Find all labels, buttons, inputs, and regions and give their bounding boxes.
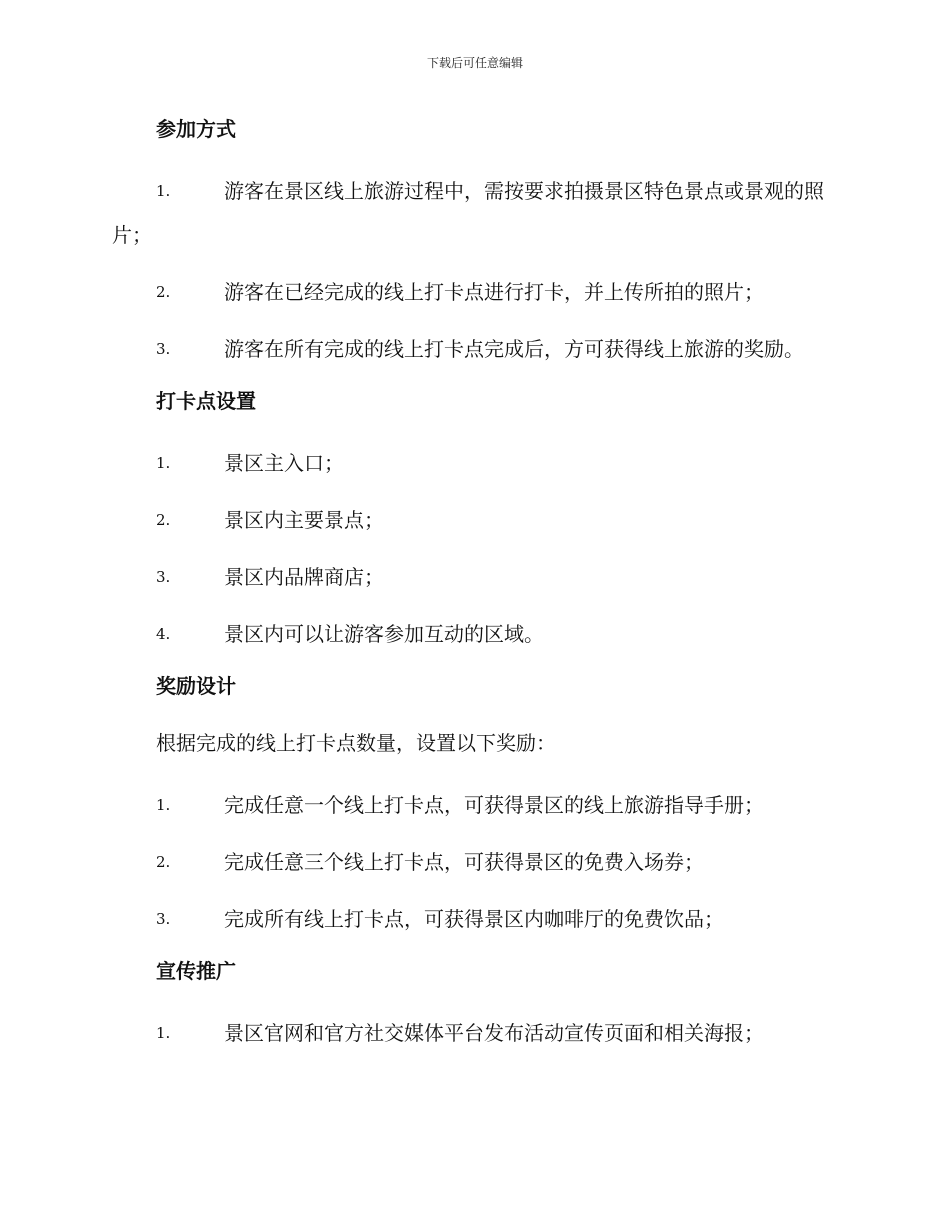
section-intro: 根据完成的线上打卡点数量，设置以下奖励： [156, 731, 556, 755]
list-text: 景区内可以让游客参加互动的区域。 [224, 622, 544, 646]
list-item [112, 441, 838, 485]
page-header: 下载后可任意编辑 [426, 56, 523, 70]
list-text: 景区内主要景点； [224, 508, 384, 532]
section-heading-checkin: 打卡点设置 [156, 389, 256, 413]
list-number: 3. [156, 568, 171, 586]
list-number: 4. [156, 625, 171, 643]
list-item [112, 555, 838, 599]
list-text: 游客在景区线上旅游过程中，需按要求拍摄景区特色景点或景观的照片； [112, 179, 824, 247]
list-text: 完成任意三个线上打卡点，可获得景区的免费入场券； [224, 850, 704, 874]
list-number: 3. [156, 910, 171, 928]
list-number: 1. [156, 454, 171, 472]
list-number: 1. [156, 796, 171, 814]
list-item [112, 1011, 838, 1055]
list-number: 1. [156, 1024, 171, 1042]
list-item [112, 270, 838, 314]
list-item [112, 783, 838, 827]
list-text: 完成所有线上打卡点，可获得景区内咖啡厅的免费饮品； [224, 907, 724, 931]
list-item [112, 169, 838, 257]
section-heading-join: 参加方式 [156, 117, 236, 141]
list-number: 1. [156, 182, 171, 200]
list-text: 完成任意一个线上打卡点，可获得景区的线上旅游指导手册； [224, 793, 764, 817]
list-number: 2. [156, 511, 171, 529]
list-item [112, 840, 838, 884]
list-item [112, 897, 838, 941]
list-text: 景区主入口； [224, 451, 344, 475]
section-heading-reward: 奖励设计 [156, 674, 236, 698]
list-text: 游客在所有完成的线上打卡点完成后，方可获得线上旅游的奖励。 [224, 337, 804, 361]
section-heading-promo: 宣传推广 [156, 959, 236, 983]
list-text: 景区官网和官方社交媒体平台发布活动宣传页面和相关海报； [224, 1021, 764, 1045]
list-text: 游客在已经完成的线上打卡点进行打卡，并上传所拍的照片； [224, 280, 764, 304]
list-number: 3. [156, 340, 171, 358]
list-item [112, 498, 838, 542]
list-text: 景区内品牌商店； [224, 565, 384, 589]
list-item [112, 327, 838, 371]
document-body [112, 112, 838, 1068]
list-number: 2. [156, 853, 171, 871]
list-number: 2. [156, 283, 171, 301]
list-item [112, 612, 838, 656]
